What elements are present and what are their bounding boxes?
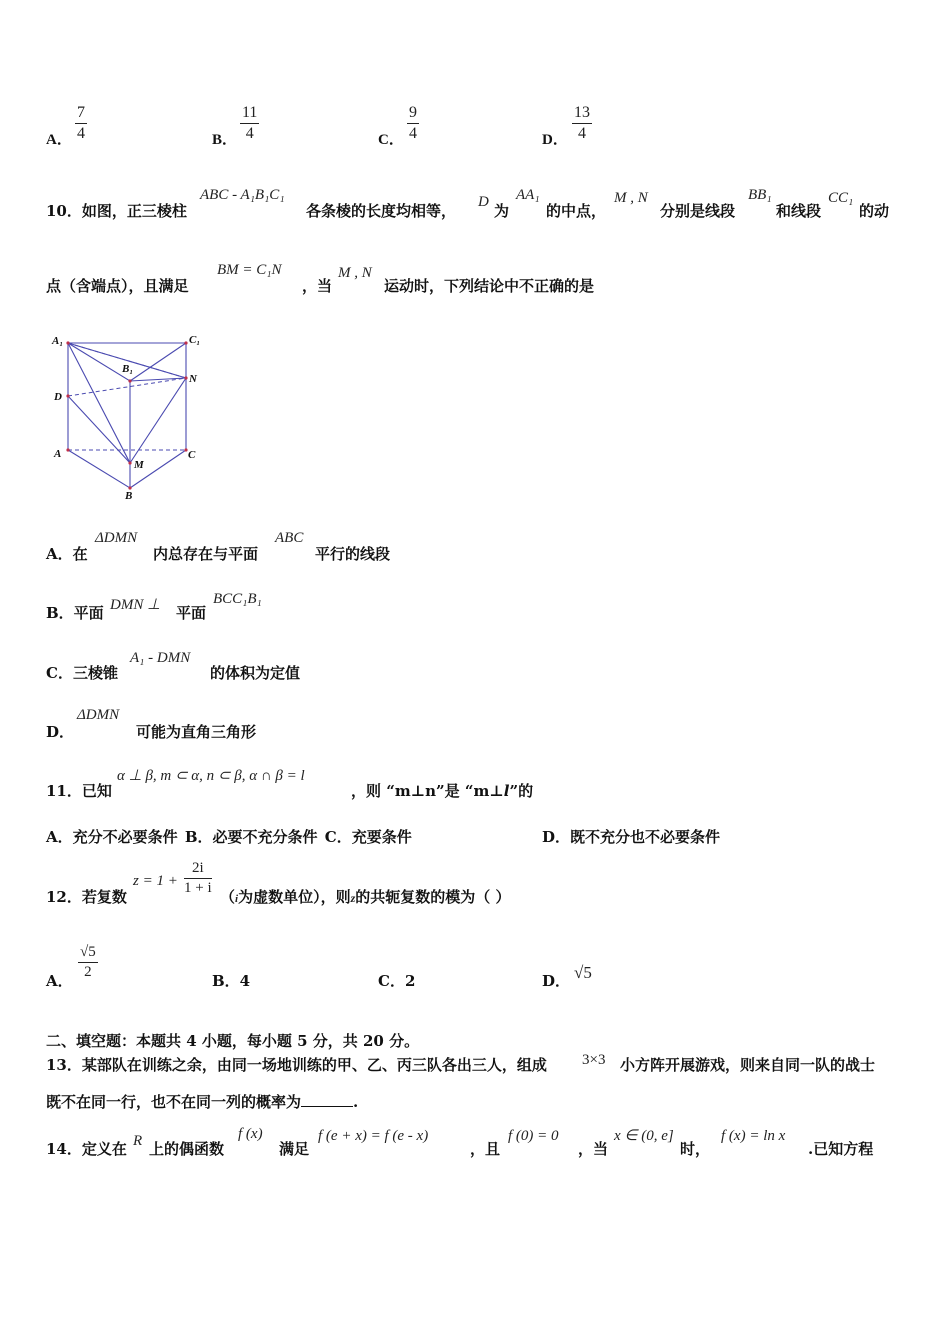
q14-text-7: .已知方程	[808, 1140, 874, 1158]
q10-math-condition: BM = C₁N	[217, 262, 282, 278]
q9-option-b-label: B．	[212, 132, 238, 148]
q10-text-4: 的中点，	[546, 202, 607, 220]
q9-option-c-fraction	[407, 104, 419, 143]
fig-label-n: N	[189, 373, 197, 385]
q12-option-d-label: D．	[542, 972, 571, 990]
fraction-denominator: 4	[578, 125, 586, 142]
q11-options-abc: A．充分不必要条件 B．必要不充分条件 C．充要条件	[46, 828, 412, 846]
q13-math-3x3: 3×3	[582, 1052, 606, 1068]
section-2-heading: 二、填空题：本题共 4 小题，每小题 5 分，共 20 分。	[46, 1032, 420, 1050]
fraction-numerator: 2i	[191, 860, 204, 876]
q11-option-d: D．既不充分也不必要条件	[542, 828, 721, 846]
q12-option-a-label: A．	[46, 972, 73, 990]
fig-label-b1: B₁	[122, 363, 134, 375]
q10-text-8: 点（含端点），且满足	[46, 277, 189, 295]
q10-option-c-label: C．三棱锥	[46, 664, 118, 682]
q12-option-c: C．2	[378, 972, 416, 990]
fraction-numerator: 9	[409, 104, 417, 121]
fraction-denominator: 1 + i	[184, 880, 212, 896]
q12-option-a-fraction	[78, 944, 98, 981]
fraction-denominator: 4	[409, 125, 417, 142]
fig-label-c1: C₁	[189, 334, 201, 346]
q10-math-bb1: BB₁	[748, 187, 772, 203]
q10-math-cc1: CC₁	[828, 190, 854, 206]
fraction-numerator: 11	[242, 104, 258, 121]
q10-math-aa1: AA₁	[516, 187, 540, 203]
q12-text-4: 的共轭复数的模为（ ）	[355, 888, 511, 906]
q14-math-ln: f (x) = ln x	[721, 1128, 786, 1144]
q12-math-z-small: z	[350, 891, 356, 905]
q10-text-10: 运动时，下列结论中不正确的是	[384, 277, 595, 295]
q12-math-z-expr: z = 1 +	[133, 873, 178, 889]
q12-text-3: 为虚数单位），则	[238, 888, 351, 906]
q10-option-a-math-1: ΔDMN	[95, 530, 138, 546]
q12-option-d-value: √5	[574, 963, 592, 982]
q10-math-prism: ABC - A₁B₁C₁	[200, 187, 285, 203]
fig-label-c: C	[188, 449, 196, 461]
q14-math-f0: f (0) = 0	[508, 1128, 559, 1144]
q10-math-mn: M , N	[614, 190, 648, 206]
q12-text-1: 12．若复数	[46, 888, 127, 906]
q10-option-c-text-1: 的体积为定值	[210, 664, 301, 682]
q14-math-domain: x ∈ (0, e]	[614, 1128, 674, 1144]
q10-option-a-math-2: ABC	[275, 530, 304, 546]
q10-text-7: 的动	[859, 202, 890, 220]
q14-text-3: 满足	[279, 1140, 310, 1158]
fraction-denominator: 4	[245, 125, 254, 142]
fraction-denominator: 2	[84, 964, 92, 980]
q10-option-d-label: D．	[46, 723, 75, 741]
q10-option-a-text-1: 内总存在与平面	[153, 545, 259, 563]
q11-text-2a: ，则 “m⊥n”是 “m⊥	[351, 782, 504, 800]
q9-option-d-label: D．	[542, 132, 568, 148]
q11-italic-l: l	[503, 782, 510, 800]
q9-option-c-label: C．	[378, 132, 404, 148]
q10-option-d-text-1: 可能为直角三角形	[136, 723, 257, 741]
q10-option-c-math-1: A₁ - DMN	[130, 650, 191, 666]
q9-option-d-fraction	[572, 104, 592, 143]
q9-option-b-fraction	[240, 104, 259, 143]
q10-option-b-text-1: 平面	[176, 604, 207, 622]
fig-label-d: D	[54, 391, 62, 403]
fraction-numerator: 13	[574, 104, 590, 121]
q13-text-4: .	[353, 1093, 359, 1111]
q12-fraction	[184, 860, 212, 897]
fig-label-b: B	[125, 490, 133, 502]
q11-math-condition: α ⊥ β, m ⊂ α, n ⊂ β, α ∩ β = l	[117, 768, 305, 784]
q12-text-2	[220, 886, 511, 907]
q13-text-1: 13．某部队在训练之余，由同一场地训练的甲、乙、丙三队各出三人，组成	[46, 1056, 547, 1074]
fig-label-m: M	[134, 459, 144, 471]
q14-math-symmetry: f (e + x) = f (e - x)	[318, 1128, 429, 1144]
q13-text-3: 既不在同一行，也不在同一列的概率为	[46, 1093, 302, 1111]
fraction-denominator: 4	[77, 125, 85, 142]
q13-text-2: 小方阵开展游戏，则来自同一队的战士	[620, 1056, 876, 1074]
q10-math-mn-2: M , N	[338, 265, 372, 281]
q9-option-a-label: A．	[46, 132, 72, 148]
q12-paren-open: （	[220, 888, 236, 906]
answer-blank[interactable]	[301, 1093, 353, 1107]
q14-text-2: 上的偶函数	[149, 1140, 225, 1158]
prism-figure	[40, 328, 220, 508]
q10-option-b-label: B．平面	[46, 604, 104, 622]
fig-label-a1: A₁	[52, 335, 64, 347]
q14-math-fx: f (x)	[238, 1126, 263, 1142]
q11-text-3: ”的	[509, 782, 534, 800]
q14-text-1: 14．定义在	[46, 1140, 127, 1158]
q14-text-5: ，当	[578, 1140, 609, 1158]
q10-text-6: 和线段	[776, 202, 822, 220]
q11-text-1: 11．已知	[46, 782, 112, 800]
q10-option-a-label: A．在	[46, 545, 88, 563]
q10-option-b-math-1: DMN ⊥	[110, 597, 161, 613]
q10-text-1: 10．如图，正三棱柱	[46, 202, 187, 220]
q12-option-b: B．4	[212, 972, 251, 990]
fraction-numerator: 7	[77, 104, 85, 121]
q10-math-d: D	[478, 194, 489, 210]
q10-option-a-text-2: 平行的线段	[315, 545, 391, 563]
q10-option-b-math-2: BCC₁B₁	[213, 591, 262, 607]
fraction-numerator: √5	[80, 944, 96, 960]
q11-text-2	[351, 780, 533, 801]
q12-math-i: i	[235, 893, 239, 905]
q10-text-9: ，当	[302, 277, 333, 295]
q9-option-a-fraction	[75, 104, 87, 143]
q10-text-3: 为	[494, 202, 510, 220]
q12-math-z	[133, 873, 178, 890]
q14-text-6: 时，	[680, 1140, 711, 1158]
q10-text-2: 各条棱的长度均相等，	[306, 202, 457, 220]
fig-label-a: A	[54, 448, 62, 460]
q14-math-r: R	[133, 1133, 143, 1149]
q13-line-2	[46, 1091, 358, 1112]
q10-text-5: 分别是线段	[660, 202, 736, 220]
q10-option-d-math-1: ΔDMN	[77, 707, 120, 723]
q14-text-4: ，且	[470, 1140, 501, 1158]
